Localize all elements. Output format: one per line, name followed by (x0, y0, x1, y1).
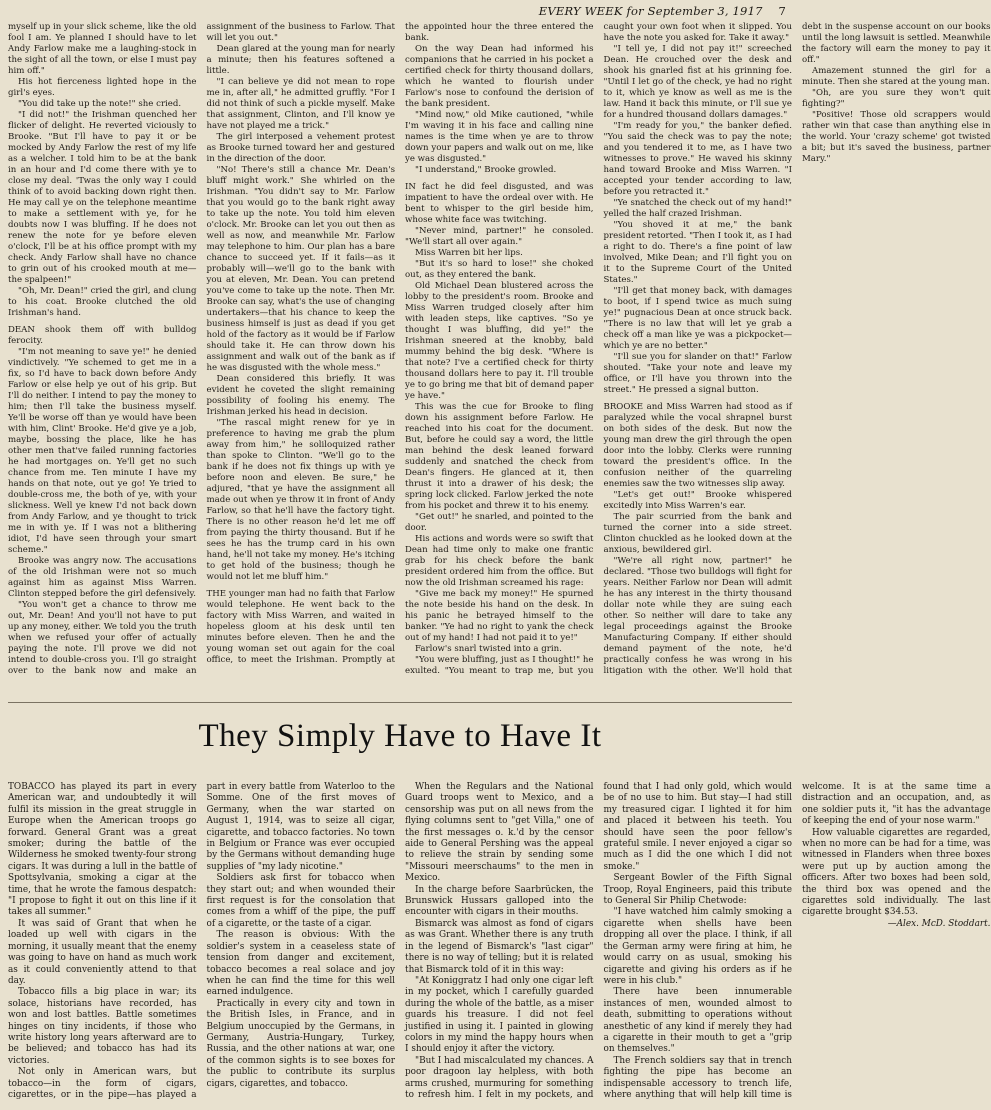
article-paragraph: Sergeant Bowler of the Fifth Signal Troop, Royal Engineers, paid this tribute to General Sir Philip Chetwode: (603, 873, 792, 907)
article-paragraph: It was said of Grant that when he loaded up well with cigars in the morning, it usually meant that the enemy was going to have on hand as much work as it could conveniently attend to that day. (8, 918, 197, 986)
story-paragraph: "You were bluffing, just as I thought!" he exulted. "You meant to trap me, but you caught your own foot when it slipped. You have the note you asked for. Take it away." (405, 22, 792, 676)
story-paragraph: "Oh, Mr. Dean!" cried the girl, and clung to his coat. Brooke clutched the old Irishman's hand. (8, 286, 197, 318)
story-paragraph: IN fact he did feel disgusted, and was impatient to have the ordeal over with. He bent to whisper to the girl beside him, whose white face was twitching. (405, 182, 594, 225)
page-number: 7 (778, 4, 786, 18)
story-paragraph: "I'm not meaning to save ye!" he denied vindictively. "Ye schemed to get me in a fix, so I'd have to back down before Andy Farlow or else help ye out of his grip. But I'll do neither. I intend to pay the money to him; then I'll take the business myself. Ye'll be worse off than ye would have been with him, Clint' Brooke. He'd give ye a job, maybe, bossing the place, like he has other men that've failed running factories he had mortgages on. Ye'll get no such chance from me. Ten minute I have my hands on that note, out ye go! Ye tried to double-cross me, the both of ye, with your slickness. Well ye knew I'd not back down from Andy Farlow, and ye thought to trick me in with ye. If I was not a blithering idiot, I'd have seen through your smart scheme." (8, 347, 197, 555)
story-paragraph: "Mind now," old Mike cautioned, "while I'm waving it in his face and calling nine names is the time when ye are to throw down your papers and walk out on me, like ye was disgusted." (405, 110, 594, 164)
story-paragraph: Farlow's snarl twisted into a grin. (415, 644, 562, 654)
story-paragraph: "I did not!" the Irishman quenched her flicker of delight. He reverted viciously to Brooke. "But I'll have to pay it or be mocked by Andy Farlow the rest of my life as a welcher. I told him to be at the bank in an hour and I'd come there with ye to close my deal. 'Twas the only way I could think of to avoid backing down right then. He may call ye on the telephone meantime to make a settlement with ye, for he doubts now I was bluffing. If he does not renew the note for ye before eleven o'clock, I'll be at his office prompt with my check. Andy Farlow shall have no chance to grin out of his crooked mouth at me—the spalpeen!" (8, 110, 197, 285)
story-columns (8, 22, 991, 682)
story-paragraph: "You won't get a chance to throw me out, Mr. Dean! And you'll not have to put up any money, either. We told you the truth when we refused your offer of actually paying the note. I'll prove we did not intend to double-cross you. I'll go straight over to the bank now and make an assignment of the business to Farlow. That will let you out." (8, 22, 395, 676)
story-paragraph: "We're all right now, partner!" he declared. "Those two bulldogs will fight for years. Neither Farlow nor Dean will admit he has any interest in the thirty thousand dollar note while they are suing each other. So neither will dare to take any legal proceedings against the Brooke Manufacturing Company. If either should demand payment of the note, he'd practically confess he was wrong in his litigation with the other. We'll hold that debt in the suspense account on our books until the long lawsuit is settled. Meanwhile the factory will earn the money to pay it off." (603, 22, 991, 676)
article-paragraph: "At Koniggratz I had only one cigar left in my pocket, which I carefully guarded during the whole of the battle, as a miser guards his treasure. I did not feel justified in using it. I painted in glowing colors in my mind the happy hours when I should enjoy it after the victory. (405, 975, 594, 1055)
story-paragraph: "But it's so hard to lose!" she choked out, as they entered the bank. (405, 259, 594, 280)
article-paragraph: The French soldiers say that in trench fighting the pipe has become an indispensable accessory to trench life, where anything that will help kill time is welcome. It is at the same time a distraction and an occupation, and, as one soldier puts it, "it has the advantage of keeping the end of your nose warm." (603, 782, 991, 1100)
article-paragraph: "But I had miscalculated my chances. A poor dragoon lay helpless, with both arms crushed, murmuring for something to refresh him. I felt in my pockets, and found that I had only gold, which would be of no use to him. But stay—I had still my treasured cigar. I lighted it for him and placed it between his teeth. You should have seen the poor fellow's grateful smile. I never enjoyed a cigar so much as I did the one which I did not smoke." (405, 782, 792, 1100)
story-paragraph: Dean considered this briefly. It was evident he coveted the slight remaining possibility of fooling his enemy. The Irishman jerked his head in decision. (206, 374, 395, 417)
article-paragraph: TOBACCO has played its part in every American war, and undoubtedly it will fulfil its mission in the great struggle in Europe when the American troops go forward. General Grant was a great smoker; during the battle of the Wilderness he smoked twenty-four strong cigars. It was during a lull in the battle of Spottsylvania, smoking a cigar at the time, that he wrote the famous despatch: "I propose to fight it out on this line if it takes all summer." (8, 782, 197, 918)
article-paragraph: The reason is obvious: With the soldier's system in a ceaseless state of tension from danger and excitement, tobacco becomes a real solace and joy when he can find the time for this well earned indulgence. (206, 930, 395, 998)
article-paragraph: Tobacco fills a big place in war; its solace, historians have recorded, has won and lost battles. Battle sometimes hinges on tiny incidents, if those who write history long years afterward are to be believed; and tobacco has had its victories. (8, 987, 197, 1066)
story-paragraph: myself up in your slick scheme, like the old fool I am. Ye planned I should have to let Andy Farlow make me a laughing-stock in the sight of all the town, or else I must pay him off." (8, 22, 197, 76)
story-paragraph: THE younger man had no faith that Farlow would telephone. He went back to the factory with Miss Warren, and waited in hopeless gloom at his desk until ten minutes before eleven. Then he and the young woman set out again for the coal office, to meet the Irishman. Promptly at the appointed hour the three entered the bank. (206, 22, 594, 665)
story-paragraph: "Let's get out!" Brooke whispered excitedly into Miss Warren's ear. (603, 490, 792, 511)
story-paragraph: On the way Dean had informed his companions that he carried in his pocket a certified check for thirty thousand dollars, which he wanted to flourish under Farlow's nose to confound the derision of the bank president. (405, 44, 594, 109)
article-paragraph: Not only in American wars, but tobacco—in the form of cigars, cigarettes, or in the pipe—has played a part in every battle from Waterloo to the Somme. One of the first moves of Germany, when the war started on August 1, 1914, was to seize all cigar, cigarette, and tobacco factories. No town in Belgium or France was ever occupied by the Germans without demanding huge supplies of "my lady nicotine." (8, 782, 395, 1100)
story-paragraph: "Positive! Those old scrappers would rather win that case than anything else in the world. Your 'crazy scheme' got twisted a bit; but it's saved the business, partner Mary." (802, 110, 991, 164)
story-paragraph: "I'll sue you for slander on that!" Farlow shouted. "Take your note and leave my office, or I'll have you thrown into the street." He pressed a signal button. (603, 352, 792, 395)
story-paragraph: The pair scurried from the bank and turned the corner into a side street. Clinton chuckled as he looked down at the anxious, bewildered girl. (603, 512, 792, 555)
story-paragraph: "Get out!" he snarled, and pointed to the door. (405, 512, 594, 533)
story-paragraph: Amazement stunned the girl for a minute. Then she stared at the young man. (802, 66, 991, 87)
story-paragraph: "The rascal might renew for ye in preference to having me grab the plum away from him," he soliloquized rather than spoke to Clinton. "We'll go to the bank if he does not fix things up with ye before noon and eleven. Be sure," he adjured, "that ye have the assignment all made out when ye throw it in front of Andy Farlow, so that he'll have the factory tight. There is no other reason he'd let me off from paying the thirty thousand. But if he sees he has the trump card in his own hand, he'll not take my money. He's itching to get hold of the business; though he would not let me bluff him." (206, 418, 395, 582)
story-paragraph: Miss Warren bit her lips. (415, 248, 523, 258)
story-paragraph: DEAN shook them off with bulldog ferocity. (8, 325, 197, 346)
article-paragraph: Soldiers ask first for tobacco when they start out; and when wounded their first request is for the consolation that comes from a whiff of the pipe, the puff of a cigarette, or the taste of a cigar. (206, 873, 395, 929)
story-paragraph: "I understand," Brooke growled. (415, 165, 557, 175)
story-paragraph: Old Michael Dean blustered across the lobby to the president's room. Brooke and Miss Warren trudged closely after him with leaden steps, like captives. "So ye thought I was bluffing, did ye!" the Irishman sneered at the knobby, bald mummy behind the big desk. "Where is that note? I've a certified check for thirty thousand dollars here to pay it. I'll trouble ye to go bring me that bit of demand paper ye have." (405, 281, 594, 401)
story-paragraph: His actions and words were so swift that Dean had time only to make one frantic grab for his check before the bank president ordered him from the office. But now the old Irishman screamed his rage: (405, 534, 594, 588)
article-paragraph: There have been innumerable instances of men, wounded almost to death, submitting to operations without anesthetic of any kind if merely they had a cigarette in their mouth to get a "grip on themselves." (603, 987, 792, 1055)
story-paragraph: "I can believe ye did not mean to rope me in, after all," he admitted gruffly. "For I did not think of such a pickle myself. Make that assignment, Clinton, and I'll know ye have not played me a trick." (206, 77, 395, 131)
story-paragraph: "You did take up the note!" she cried. (18, 99, 182, 109)
story-paragraph: Dean glared at the young man for nearly a minute; then his features softened a little. (206, 44, 395, 76)
story-paragraph: "Give me back my money!" He spurned the note beside his hand on the desk. In his panic he betrayed himself to the banker. "Ye had no right to yank the check out of my hand! I had not paid it to ye!" (405, 589, 594, 643)
story-paragraph: "Ye snatched the check out of my hand!" yelled the half crazed Irishman. (603, 198, 792, 219)
article-paragraph: In the charge before Saarbrücken, the Brunswick Hussars galloped into the encounter with cigars in their mouths. (405, 884, 594, 918)
running-head (539, 4, 786, 18)
story-paragraph: BROOKE and Miss Warren had stood as if paralyzed while the vocal shrapnel burst on both sides of the desk. But now the young man drew the girl through the open door into the lobby. Clerks were running toward the president's office. In the confusion neither of the quarreling enemies saw the two witnesses slip away. (603, 402, 792, 489)
article-headline: They Simply Have to Have It (198, 718, 602, 754)
story-paragraph: "Never mind, partner!" he consoled. "We'll start all over again." (405, 226, 594, 247)
story-paragraph: The girl interposed a vehement protest as Brooke turned toward her and gestured in the direction of the door. (206, 132, 395, 164)
story-paragraph: "You shoved it at me," the bank president retorted. "Then I took it, as I had a right to do. There's a fine point of law involved, Mike Dean; and I'll fight you on it to the Supreme Court of the United States." (603, 220, 792, 285)
article-byline: —Alex. McD. Stoddart. (887, 918, 991, 929)
article-paragraph: Bismarck was almost as fond of cigars as was Grant. Whether there is any truth in the legend of Bismarck's "last cigar" there is no way of telling; but it is related that Bismarck told of it in this way: (405, 918, 594, 975)
story-paragraph: "Oh, are you sure they won't quit fighting?" (802, 88, 991, 109)
article-paragraph: How valuable cigarettes are regarded, when no more can be had for a time, was witnessed in Flanders when three boxes were put up by auction among the officers. After two boxes had been sold, the third box was opened and the cigarettes sold individually. The last cigarette brought $34.53. (802, 827, 991, 918)
article-paragraph: Practically in every city and town in the British Isles, in France, and in Belgium unoccupied by the Germans, in Germany, Austria-Hungary, Turkey, Russia, and the other nations at war, one of the common sights is to see boxes for the public to contribute its surplus cigars, cigarettes, and tobacco. (206, 998, 395, 1089)
story-paragraph: This was the cue for Brooke to fling down his assignment before Farlow. He reached into his coat for the document. But, before he could say a word, the little man behind the desk leaned forward suddenly and snatched the check from Dean's fingers. He glanced at it, then thrust it into a drawer of his desk; the spring lock clicked. Farlow jerked the note from his pocket and threw it to his enemy. (405, 402, 594, 511)
story-paragraph: "No! There's still a chance Mr. Dean's bluff might work." She whirled on the Irishman. "You didn't say to Mr. Farlow that you would go to the bank right away to take up the note. You told him eleven o'clock. Mr. Brooke can let you out then as well as now, and meanwhile Mr. Farlow may telephone to him. Our plan has a bare chance to succeed yet. If it fails—as it probably will—we'll go to the bank with you at eleven, Mr. Dean. You can pretend you've come to take up the note. Then Mr. Brooke can say, what's the use of changing undertakers—that his chance to keep the business himself is just as dead if you get hold of the factory as it would be if Farlow should take it. He can throw down his assignment and walk out of the bank as if he was disgusted with the whole mess." (206, 165, 395, 373)
article-paragraph: When the Regulars and the National Guard troops went to Mexico, and a censorship was put on all news from the flying columns sent to "get Villa," one of the first messages o. k.'d by the censor aide to General Pershing was the appeal to relieve the strain by sending some "Missouri meerschaums" to the men in Mexico. (405, 782, 594, 884)
story-paragraph: "I'm ready for you," the banker defied. "You said the check was to pay the note; and you tendered it to me, as I have two witnesses to prove." He waved his skinny hand toward Brooke and Miss Warren. "I accepted your tender according to law, before you retracted it." (603, 121, 792, 197)
section-divider (8, 702, 792, 703)
story-paragraph: Brooke was angry now. The accusations of the old Irishman were not so much against him as against Miss Warren. Clinton stepped before the girl defensively. (8, 556, 197, 599)
story-paragraph: "I tell ye, I did not pay it!" screeched Dean. He crouched over the desk and shook his gnarled fist at his grinning foe. "Until I let go of the check, ye had no right to it, which ye know as well as me is the law. Hand it back this minute, or I'll sue ye for a hundred thousand dollars damages." (603, 44, 792, 120)
story-paragraph: His hot fierceness lighted hope in the girl's eyes. (8, 77, 197, 98)
article-paragraph: "I have watched him calmly smoking a cigarette when shells have been dropping all over the place. I think, if all the German army were firing at him, he would carry on as usual, smoking his cigarette and giving his orders as if he were in his club." (603, 907, 792, 986)
story-paragraph: "I'll get that money back, with damages to boot, if I spend twice as much suing ye!" pugnacious Dean at once struck back. "There is no law that will let ye grab a check off a man like ye was a pickpocket—which ye are no better." (603, 286, 792, 351)
running-head-text: EVERY WEEK for September 3, 1917 (538, 4, 763, 18)
article-columns (8, 782, 991, 1104)
